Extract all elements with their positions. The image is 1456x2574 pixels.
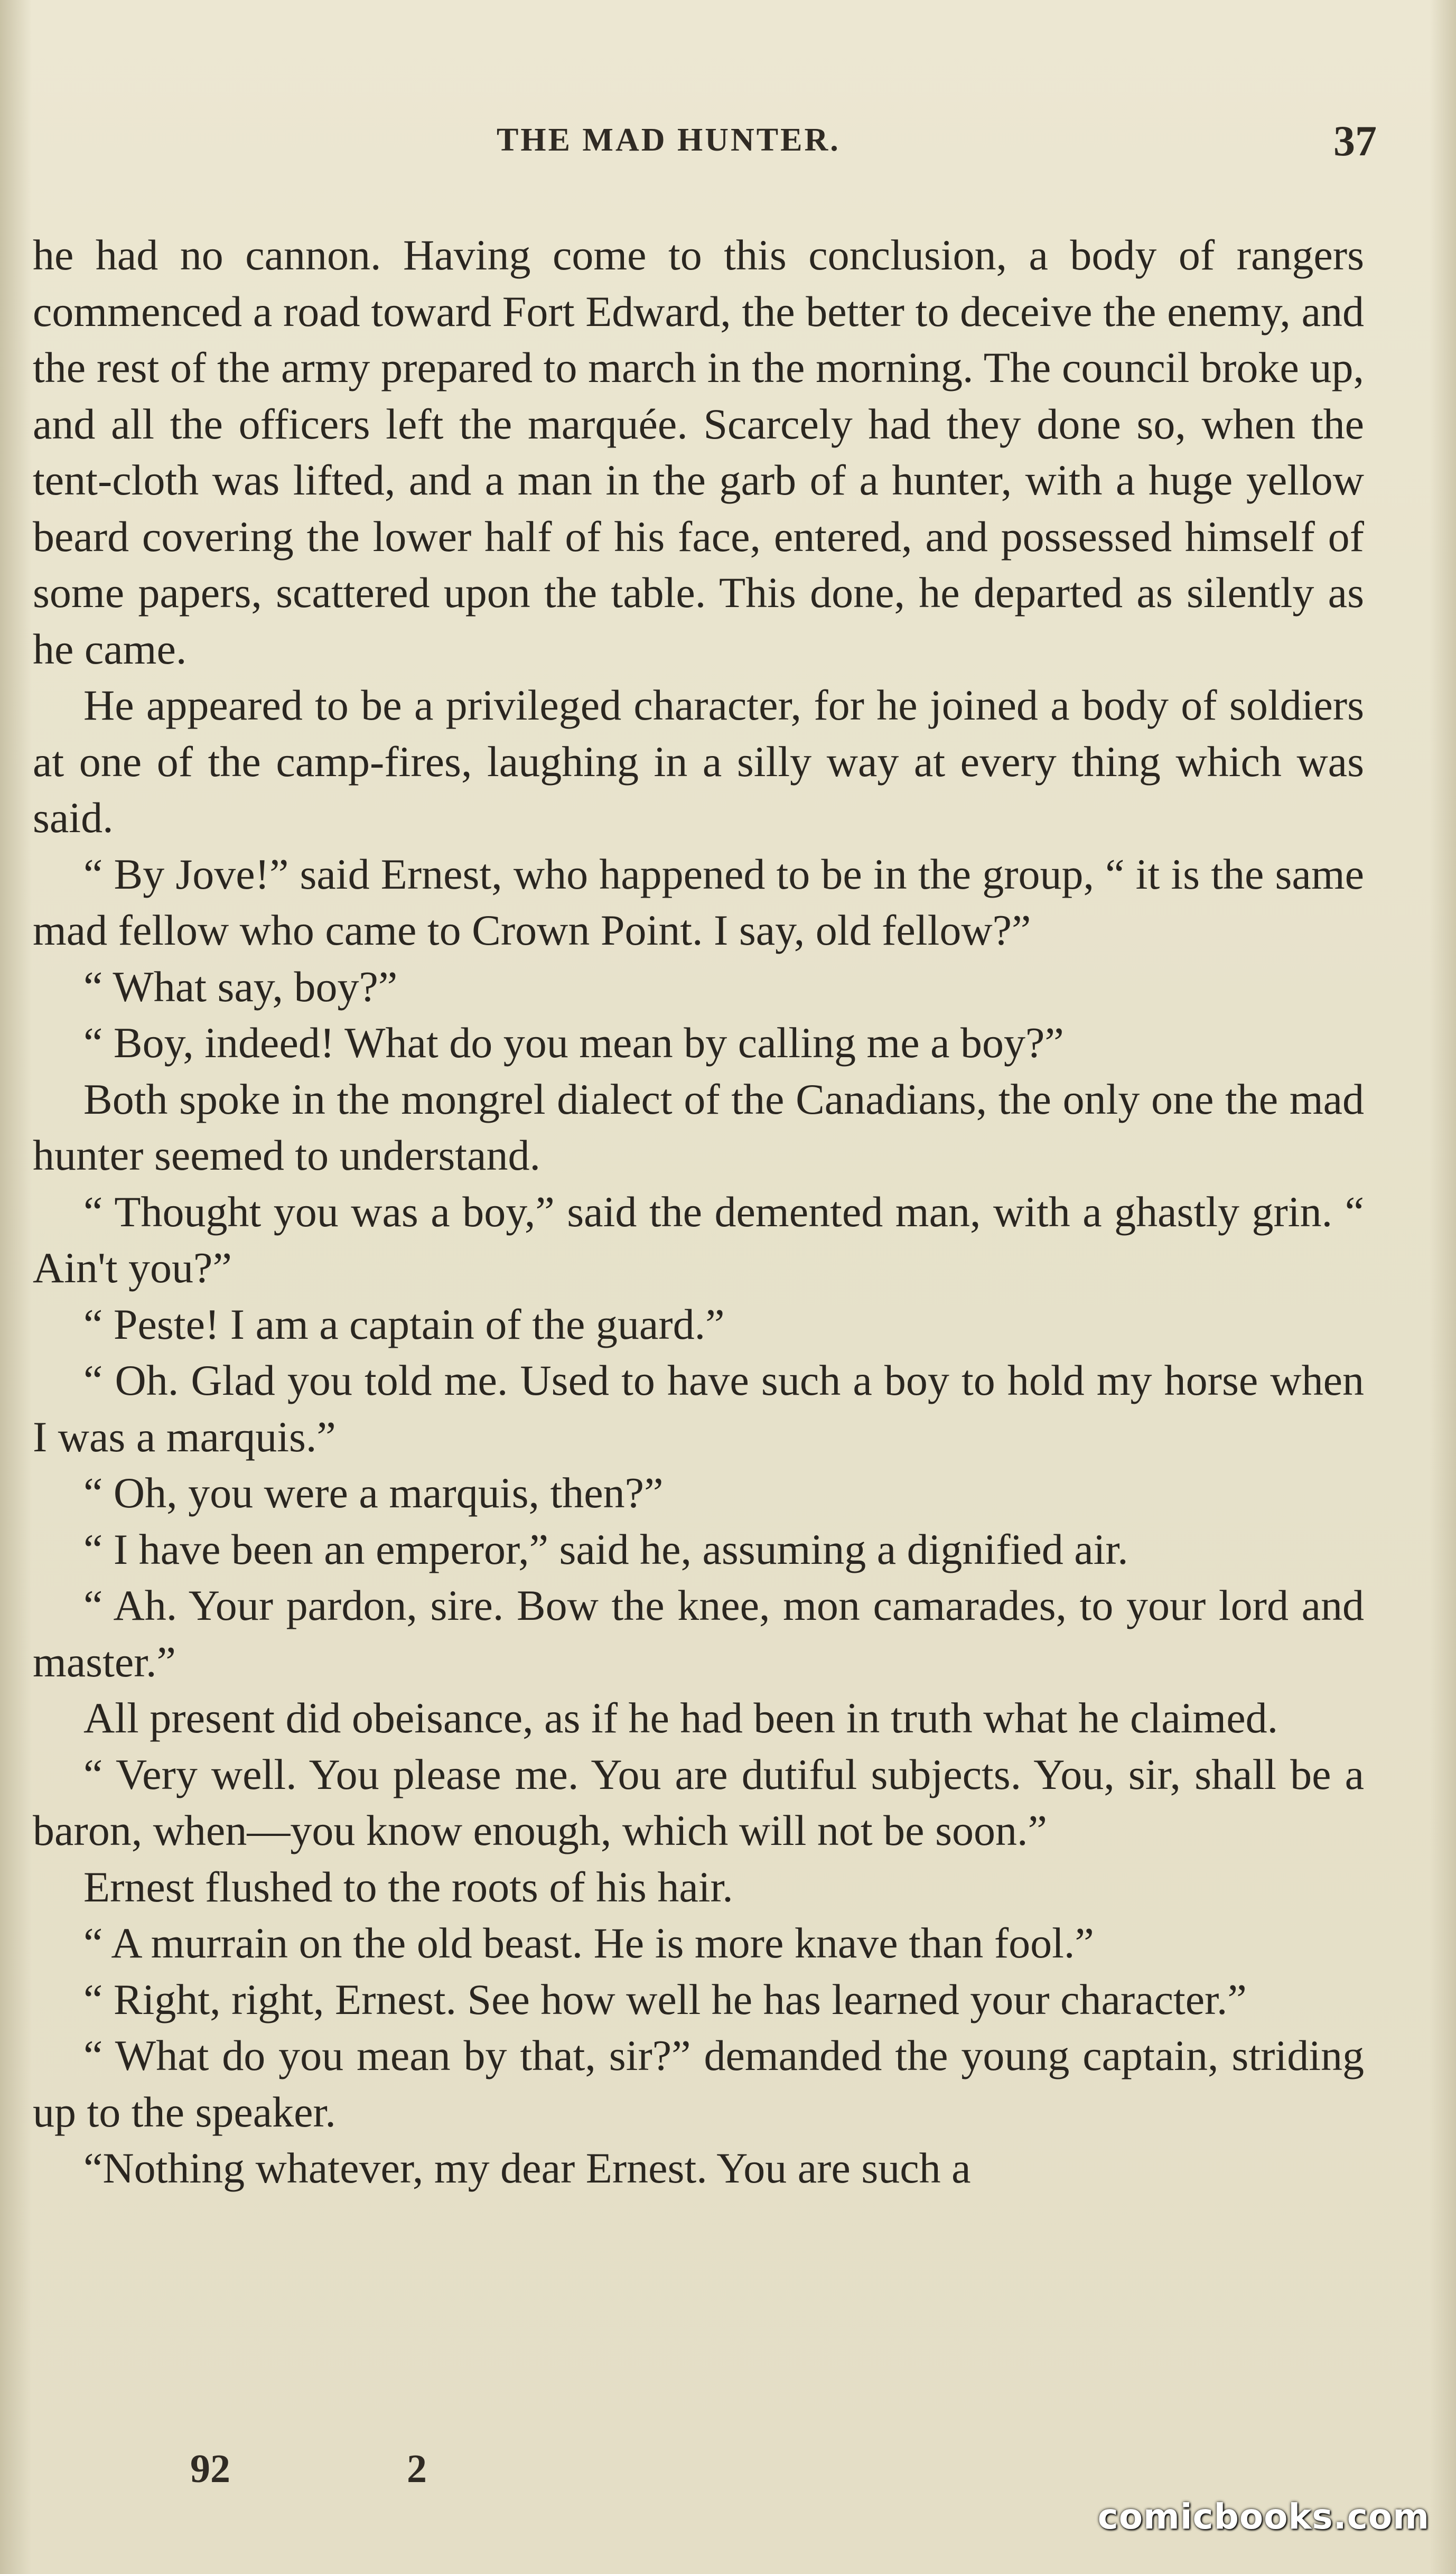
paragraph: “ Oh. Glad you told me. Used to have such a boy to hold my horse when I was a marquis.” [33,1356,1364,1461]
paragraph: “ Oh, you were a marquis, then?” [83,1469,664,1517]
paragraph: He appeared to be a privileged character, for he joined a body of soldiers at one of the camp-fires, laughing in a silly way at every thing which was said. [33,681,1364,842]
paragraph: “ A murrain on the old beast. He is more knave than fool.” [83,1919,1094,1967]
signature-mark: 92 [190,2447,230,2491]
paragraph: All present did obeisance, as if he had been in truth what he claimed. [83,1694,1278,1742]
signature-number: 2 [407,2447,427,2491]
page-edge-left [0,0,32,2574]
paragraph: he had no cannon. Having come to this conclusion, a body of rangers commenced a road toward Fort Edward, the better to deceive the enemy, and the rest of the army prepared to march in the morning. The council broke up, and all the officers left the marquée. Scarcely had they done so, when the tent-cloth was lifted, and a man in the garb of a hunter, with a huge yellow beard covering the lower half of his face, entered, and possessed himself of some papers, scattered upon the table. This done, he departed as silently as he came. [33,231,1364,673]
paragraph: “ Very well. You please me. You are dutiful subjects. You, sir, shall be a baron, when—you know enough, which will not be soon.” [33,1750,1364,1854]
running-head: THE MAD HUNTER. [497,122,841,158]
paragraph: Both spoke in the mongrel dialect of the Canadians, the only one the mad hunter seemed to understand. [33,1075,1364,1179]
paragraph: Ernest flushed to the roots of his hair. [83,1862,733,1911]
paragraph: “ By Jove!” said Ernest, who happened to be in the group, “ it is the same mad fellow who came to Crown Point. I say, old fellow?” [33,850,1364,954]
paragraph: “ Thought you was a boy,” said the demented man, with a ghastly grin. “ Ain't you?” [33,1187,1364,1292]
paragraph: “ What say, boy?” [83,962,398,1011]
watermark: comicbooks.com [1097,2496,1430,2537]
page-edge-right [1430,0,1456,2574]
paragraph: “ Peste! I am a captain of the guard.” [83,1300,725,1348]
paragraph: “ I have been an emperor,” said he, assuming a dignified air. [83,1525,1128,1573]
paragraph: “ Ah. Your pardon, sire. Bow the knee, mon camarades, to your lord and master.” [33,1581,1364,1686]
page-number: 37 [1333,117,1377,165]
paragraph: “ Right, right, Ernest. See how well he has learned your character.” [83,1975,1247,2023]
paragraph: “ Boy, indeed! What do you mean by calling me a boy?” [83,1019,1064,1067]
body-text [33,227,1364,2197]
paragraph: “Nothing whatever, my dear Ernest. You are such a [83,2144,971,2192]
paragraph: “ What do you mean by that, sir?” demanded the young captain, striding up to the speaker. [33,2031,1364,2136]
